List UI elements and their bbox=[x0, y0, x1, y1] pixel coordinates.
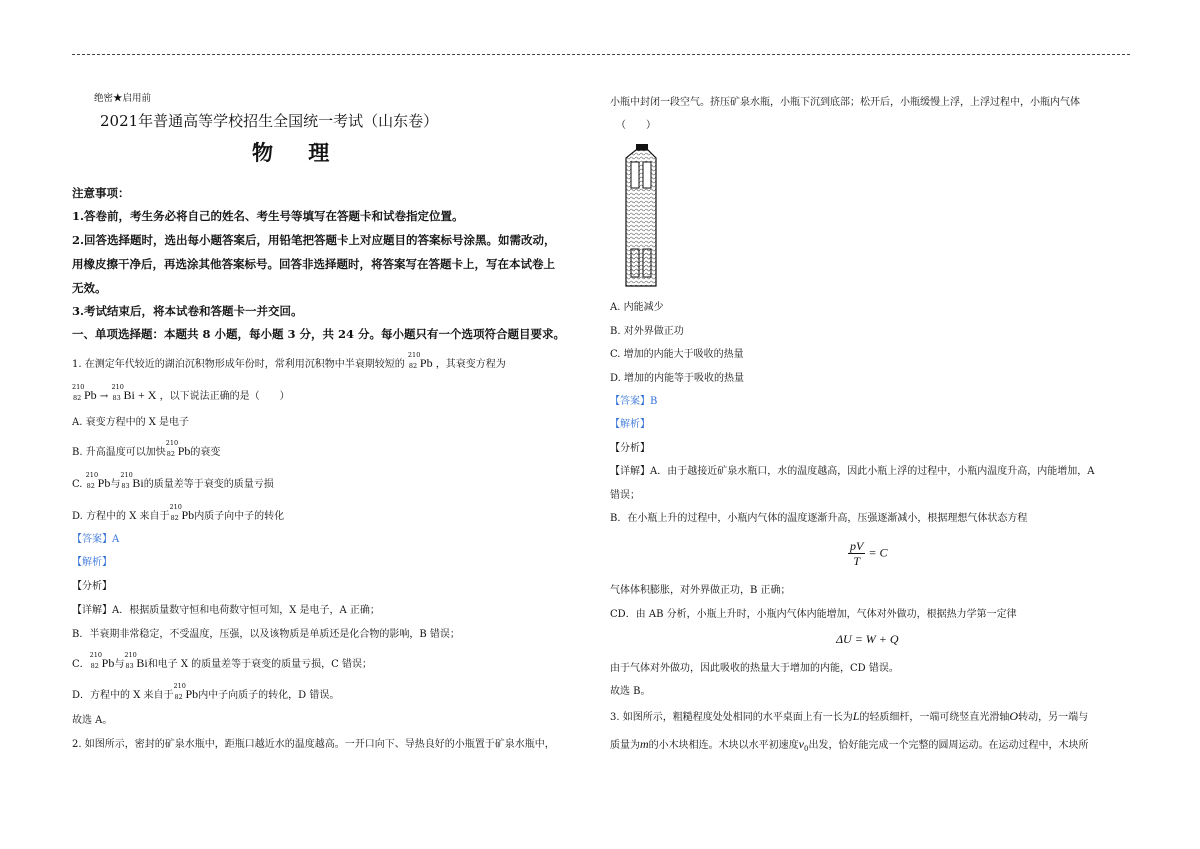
q2-choose: 故选 B。 bbox=[610, 686, 651, 697]
notice-heading: 注意事项： bbox=[72, 186, 130, 200]
nuclide-pb: 210 82 Pb bbox=[72, 383, 97, 402]
exam-title: 2021年普通高等学校招生全国统一考试（山东卷） bbox=[100, 112, 439, 130]
q1-stem-text: 1. 在测定年代较近的湖泊沉积物形成年份时，常利用沉积物中半衰期较短的 bbox=[72, 359, 405, 370]
q1-equation bbox=[72, 383, 290, 404]
q1-stem-text-c: ，以下说法正确的是（ ） bbox=[159, 391, 290, 402]
q1-stem-text-b: ，其衰变方程为 bbox=[435, 359, 506, 370]
q1-option-b: B. 升高温度可以加快 210 82 Pb的衰变 bbox=[72, 439, 221, 458]
q2-option-c: C. 增加的内能大于吸收的热量 bbox=[610, 349, 744, 360]
q2-detail-4: CD．由 AB 分析，小瓶上升时，小瓶内气体内能增加，气体对外做功，根据热力学第一定律 bbox=[610, 609, 1017, 620]
q3-stem-2: 质量为m的小木块相连。木块以水平初速度$v_0$出发，恰好能完成一个完整的圆周运动。在运动过程中，木块所 bbox=[610, 737, 1089, 753]
eq-tail: + X bbox=[137, 388, 157, 402]
small-vial-bottom-2 bbox=[643, 249, 651, 277]
section-heading: 一、单项选择题：本题共 8 小题，每小题 3 分，共 24 分。每小题只有一个选项符合题目要求。 bbox=[72, 327, 566, 341]
gas-law-formula bbox=[848, 539, 887, 568]
q2-answer: 【答案】B bbox=[610, 396, 658, 407]
formula-numerator: pV bbox=[850, 539, 864, 553]
q1-fenxi: 【分析】 bbox=[72, 581, 112, 592]
q2-detail-1: 【详解】A．由于越接近矿泉水瓶口，水的温度越高，因此小瓶上浮的过程中，小瓶内温度升高，内能增加，A bbox=[610, 466, 1095, 477]
q1-answer: 【答案】A bbox=[72, 534, 120, 545]
small-vial-top-2 bbox=[643, 162, 651, 188]
q1-detail-2: B．半衰期非常稳定，不受温度，压强，以及该物质是单质还是化合物的影响，B 错误； bbox=[72, 629, 460, 640]
subject-title: 物 理 bbox=[252, 140, 344, 165]
formula-denominator: T bbox=[853, 554, 861, 568]
first-law-formula: ΔU = W + Q bbox=[836, 632, 899, 646]
q2-detail-2: B．在小瓶上升的过程中，小瓶内气体的温度逐渐升高，压强逐渐减小，根据理想气体状态方程 bbox=[610, 513, 1028, 524]
q2-fenxi: 【分析】 bbox=[610, 443, 650, 454]
secret-label: 绝密★启用前 bbox=[94, 93, 152, 104]
bottle-cap bbox=[636, 144, 648, 150]
nuclide-pb: 210 82 Pb bbox=[173, 682, 199, 701]
nuclide-pb: 210 82 Pb bbox=[407, 351, 433, 370]
small-vial-bottom bbox=[631, 249, 639, 277]
q1-detail-4: D．方程中的 X 来自于 210 82 Pb内中子向质子的转化，D 错误。 bbox=[72, 682, 340, 701]
notice-1: 1.答卷前，考生务必将自己的姓名、考生号等填写在答题卡和试卷指定位置。 bbox=[72, 209, 464, 223]
nuclide-pb: 210 82 Pb bbox=[165, 439, 191, 458]
nuclide-pb: 210 82 Pb bbox=[85, 471, 111, 490]
q1-option-c: C. 210 82 Pb与 210 83 Bi的质量差等于衰变的质量亏损 bbox=[72, 471, 274, 490]
q1-detail-1: 【详解】A．根据质量数守恒和电荷数守恒可知，X 是电子，A 正确； bbox=[72, 605, 380, 616]
notice-2b: 用橡皮擦干净后，再选涂其他答案标号。回答非选择题时，将答案写在答题卡上，写在本试卷上 bbox=[72, 257, 555, 271]
q2-option-d: D. 增加的内能等于吸收的热量 bbox=[610, 373, 745, 384]
q2-paren: （ ） bbox=[616, 120, 656, 131]
q1-choose: 故选 A。 bbox=[72, 715, 113, 726]
formula-rhs: = C bbox=[868, 545, 888, 560]
q1-option-d: D. 方程中的 X 来自于 210 82 Pb内质子向中子的转化 bbox=[72, 503, 285, 522]
q2-stem-1: 2. 如图所示，密封的矿泉水瓶中，距瓶口越近水的温度越高。一开口向下、导热良好的小瓶置于矿泉水瓶中， bbox=[72, 739, 555, 750]
q2-option-a: A. 内能减少 bbox=[610, 302, 664, 313]
q1-analysis-label: 【解析】 bbox=[72, 557, 112, 568]
nuclide-pb: 210 82 Pb bbox=[89, 651, 115, 670]
notice-3: 3.考试结束后，将本试卷和答题卡一并交回。 bbox=[72, 304, 303, 318]
small-vial-top bbox=[631, 162, 639, 188]
nuclide-bi: 210 83 Bi bbox=[111, 383, 135, 402]
q1-detail-3: C． 210 82 Pb与 210 83 Bi和电子 X 的质量差等于衰变的质量亏损，C 错误； bbox=[72, 651, 372, 670]
q3-stem-1: 3. 如图所示，粗糙程度处处相同的水平桌面上有一长为L的轻质细杆，一端可绕竖直光滑轴O转动，另一端与 bbox=[610, 709, 1089, 723]
q2-stem-2: 小瓶中封闭一段空气。挤压矿泉水瓶，小瓶下沉到底部；松开后，小瓶缓慢上浮，上浮过程中，小瓶内气体 bbox=[610, 97, 1080, 108]
q2-option-b: B. 对外界做正功 bbox=[610, 326, 684, 337]
q2-analysis-label: 【解析】 bbox=[610, 419, 650, 430]
bottle-diagram bbox=[620, 144, 660, 288]
header-rule bbox=[72, 54, 1130, 55]
nuclide-bi: 210 83 Bi bbox=[120, 471, 144, 490]
notice-2c: 无效。 bbox=[72, 281, 107, 295]
nuclide-bi: 210 83 Bi bbox=[124, 651, 148, 670]
nuclide-pb: 210 82 Pb bbox=[169, 503, 195, 522]
q1-stem-1 bbox=[72, 351, 506, 372]
q2-detail-3: 气体体积膨胀，对外界做正功，B 正确； bbox=[610, 585, 791, 596]
q1-option-a: A. 衰变方程中的 X 是电子 bbox=[72, 417, 190, 428]
q2-detail-5: 由于气体对外做功，因此吸收的热量大于增加的内能，CD 错误。 bbox=[610, 663, 899, 674]
q2-detail-1b: 错误； bbox=[610, 490, 640, 501]
notice-2a: 2.回答选择题时，选出每小题答案后，用铅笔把答题卡上对应题目的答案标号涂黑。如需改动， bbox=[72, 233, 556, 247]
arrow: → bbox=[99, 391, 109, 402]
